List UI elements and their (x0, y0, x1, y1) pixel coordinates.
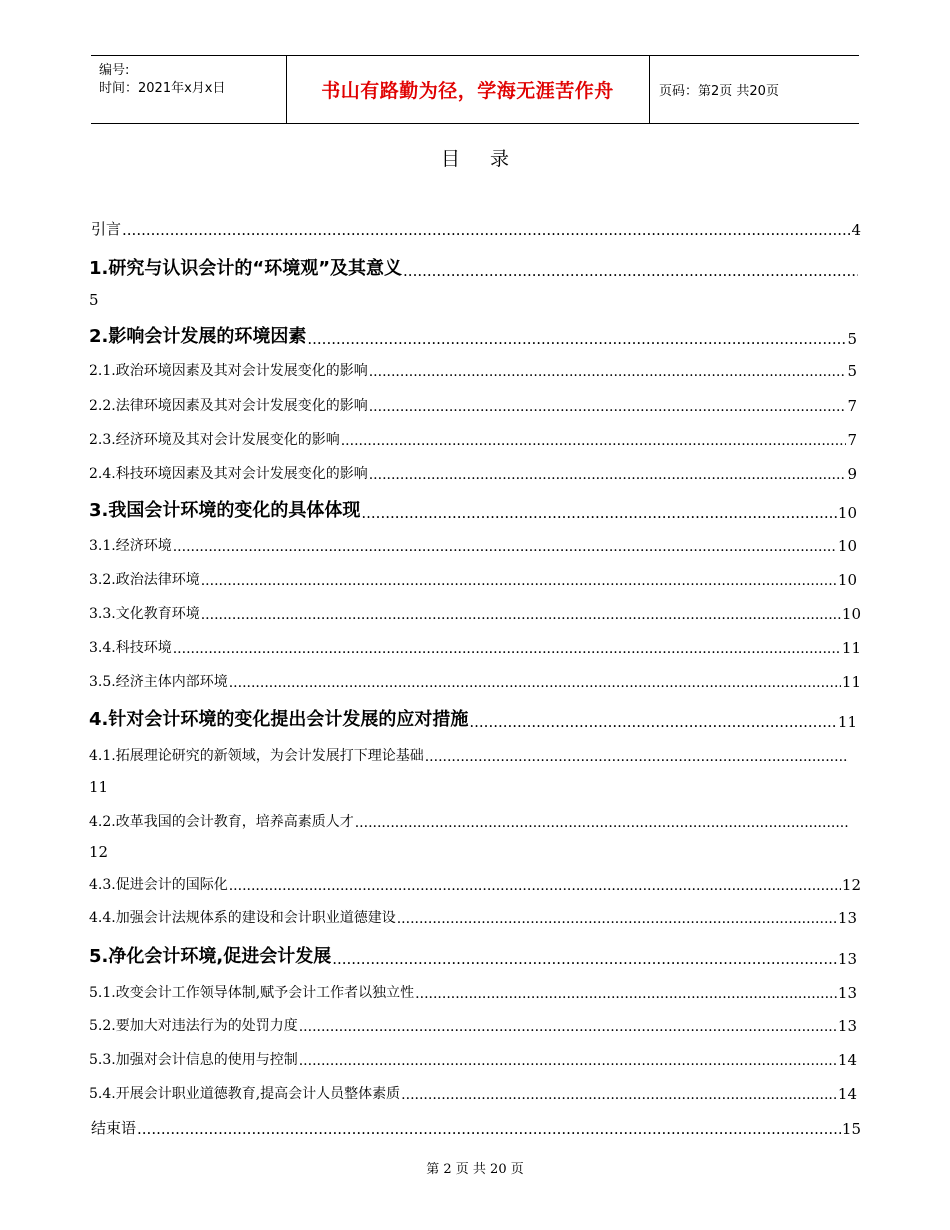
toc-entry[interactable] (89, 322, 857, 348)
toc-entry-text: 4.1.拓展理论研究的新领域，为会计发展打下理论基础 (89, 748, 424, 764)
time-label: 时间：2021年x月x日 (99, 81, 226, 96)
toc-leader (332, 950, 837, 968)
toc-leader (355, 815, 848, 831)
toc-entry-text: 2.2.法律环境因素及其对会计发展变化的影响 (89, 398, 368, 414)
header-motto: 书山有路勤为径，学海无涯苦作舟 (321, 80, 614, 102)
toc-leader (173, 641, 841, 657)
toc-entry[interactable] (89, 463, 857, 483)
toc-entry-page: 10 (837, 571, 857, 589)
toc-entry-page: 11 (841, 639, 861, 657)
toc-entry[interactable] (89, 1083, 857, 1103)
toc-entry-text: 5.4.开展会计职业道德教育,提高会计人员整体素质 (89, 1086, 401, 1102)
toc-entry[interactable] (89, 535, 857, 555)
toc-entry-page: 7 (847, 431, 857, 449)
toc-entry-page: 12 (89, 843, 109, 861)
toc-entry-page: 7 (847, 397, 857, 415)
toc-entry-page: 13 (837, 1017, 857, 1035)
toc-entry-text: 4.3.促进会计的国际化 (89, 877, 228, 893)
toc-entry-text: 3.2.政治法律环境 (89, 572, 200, 588)
toc-entry[interactable] (89, 603, 861, 623)
toc-entry-text: 5.净化会计环境,促进会计发展 (89, 946, 332, 967)
toc-entry-text: 3.5.经济主体内部环境 (89, 674, 228, 690)
toc-entry[interactable] (89, 637, 861, 657)
toc-entry-page: 4 (851, 221, 861, 239)
toc-leader (425, 749, 848, 765)
toc-entry-page: 5 (847, 362, 857, 380)
toc-entry-page: 10 (837, 537, 857, 555)
toc-entry-page: 12 (841, 876, 861, 894)
toc-leader (173, 539, 837, 555)
toc-entry-text: 5.1.改变会计工作领导体制,赋予会计工作者以独立性 (89, 985, 415, 1001)
toc-entry[interactable] (89, 705, 857, 731)
toc-entry-page: 11 (89, 778, 109, 796)
toc-entry-text: 2.影响会计发展的环境因素 (89, 326, 307, 347)
toc-entry-page: 10 (841, 605, 861, 623)
toc-entry-text: 3.我国会计环境的变化的具体体现 (89, 500, 361, 521)
toc-entry[interactable] (89, 395, 857, 415)
toc-leader (403, 262, 858, 280)
toc-entry-page: 13 (837, 984, 857, 1002)
toc-entry-text: 4.4.加强会计法规体系的建设和会计职业道德建设 (89, 910, 396, 926)
toc-entry-page: 11 (837, 713, 857, 731)
toc-entry-text: 4.针对会计环境的变化提出会计发展的应对措施 (89, 709, 469, 730)
toc-entry-page: 9 (847, 465, 857, 483)
toc-entry-page: 15 (841, 1120, 861, 1138)
toc-entry[interactable] (89, 569, 857, 589)
toc-leader (201, 573, 837, 589)
toc-entry-page: 10 (837, 504, 857, 522)
serial-label: 编号: (99, 63, 130, 78)
toc-leader (361, 504, 837, 522)
toc-entry[interactable] (89, 982, 857, 1002)
toc-leader (415, 986, 837, 1002)
toc-entry[interactable] (89, 907, 857, 927)
toc-leader (369, 399, 847, 415)
toc-leader (369, 467, 847, 483)
toc-entry-page: 13 (837, 909, 857, 927)
toc-entry[interactable] (89, 1049, 857, 1069)
toc-entry[interactable] (89, 429, 857, 449)
toc-leader (401, 1087, 837, 1103)
page-footer: 第 2 页 共 20 页 (426, 1162, 524, 1177)
toc-entry[interactable] (89, 811, 849, 831)
header-page-label: 页码：第2页 共20页 (659, 84, 779, 99)
toc-leader (229, 675, 841, 691)
toc-entry-text: 5.2.要加大对违法行为的处罚力度 (89, 1018, 298, 1034)
toc-entry[interactable] (89, 1015, 857, 1035)
toc-entry[interactable] (91, 218, 861, 239)
toc-entry-text: 2.3.经济环境及其对会计发展变化的影响 (89, 432, 340, 448)
toc-entry[interactable] (89, 874, 861, 894)
toc-entry-text: 2.4.科技环境因素及其对会计发展变化的影响 (89, 466, 368, 482)
toc-entry-text: 结束语 (91, 1119, 137, 1137)
toc-leader (397, 911, 837, 927)
toc-entry[interactable] (89, 496, 857, 522)
toc-leader (122, 221, 850, 239)
toc-entry-text: 3.4.科技环境 (89, 640, 172, 656)
toc-leader (469, 713, 837, 731)
toc-entry[interactable] (89, 254, 859, 280)
toc-leader (201, 607, 841, 623)
toc-leader (307, 330, 846, 348)
toc-leader (341, 433, 847, 449)
toc-entry-text: 2.1.政治环境因素及其对会计发展变化的影响 (89, 363, 368, 379)
toc-entry[interactable] (91, 1117, 861, 1138)
toc-entry[interactable] (89, 671, 861, 691)
toc-entry[interactable] (89, 942, 857, 968)
toc-entry-text: 3.3.文化教育环境 (89, 606, 200, 622)
toc-entry-page: 5 (847, 330, 857, 348)
toc-leader (369, 364, 847, 380)
toc-entry-text: 4.2.改革我国的会计教育，培养高素质人才 (89, 814, 354, 830)
toc-entry-text: 3.1.经济环境 (89, 538, 172, 554)
toc-leader (299, 1019, 837, 1035)
toc-entry-page: 13 (837, 950, 857, 968)
toc-entry[interactable] (89, 360, 857, 380)
toc-leader (299, 1053, 837, 1069)
toc-entry-text: 引言 (91, 220, 122, 238)
toc-entry-page: 11 (841, 673, 861, 691)
toc-leader (137, 1120, 841, 1138)
toc-entry-text: 1.研究与认识会计的“环境观”及其意义 (89, 258, 403, 279)
toc-title: 目 录 (440, 148, 522, 170)
toc-entry-text: 5.3.加强对会计信息的使用与控制 (89, 1052, 298, 1068)
toc-entry-page: 14 (837, 1051, 857, 1069)
toc-leader (229, 878, 841, 894)
toc-entry-page: 14 (837, 1085, 857, 1103)
toc-entry[interactable] (89, 745, 849, 765)
toc-entry-page: 5 (89, 291, 99, 309)
